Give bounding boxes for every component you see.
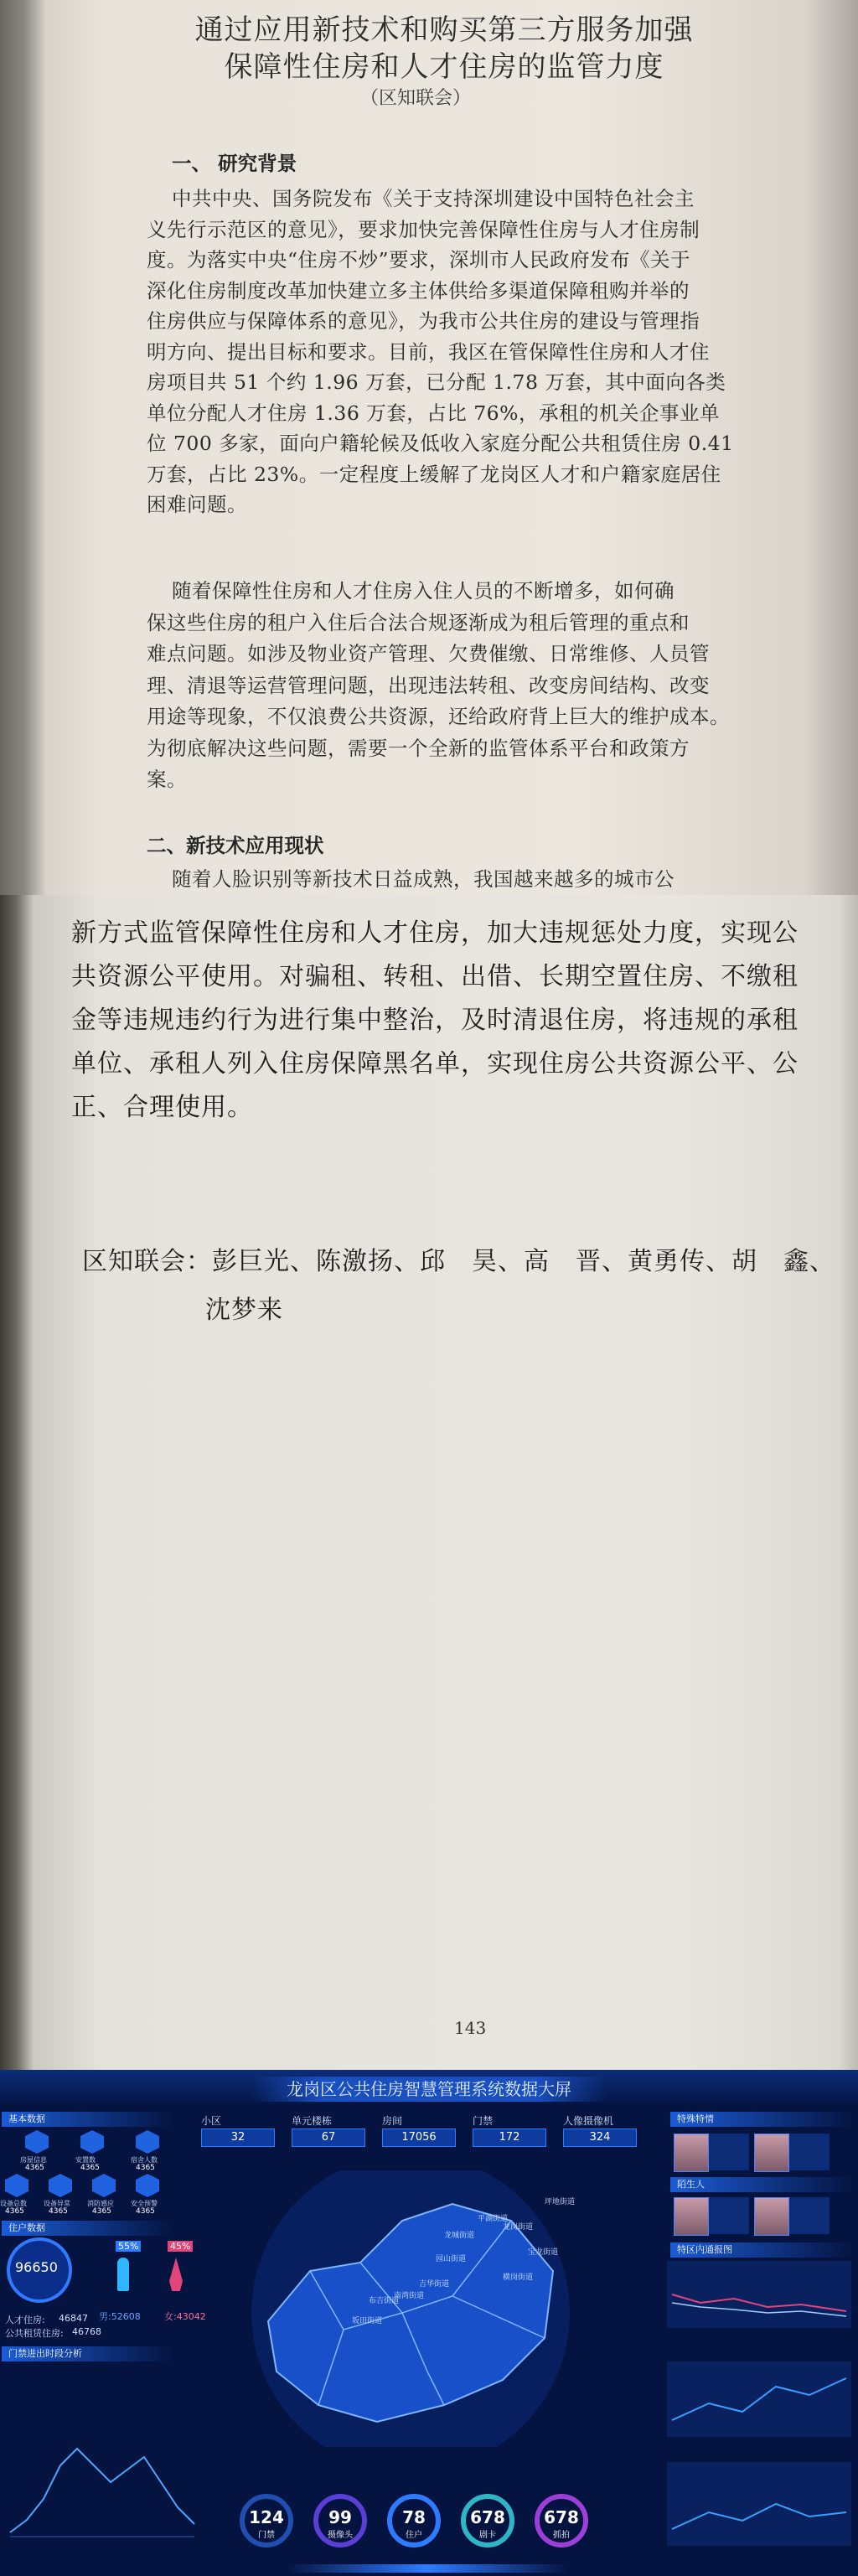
public-housing-value: 46768 — [72, 2326, 101, 2337]
paragraph-1-line: 度。为落实中央“住房不炒”要求，深圳市人民政府发布《关于 — [147, 248, 691, 272]
paragraph-1-line: 住房供应与保障体系的意见》，为我市公共住房的建设与管理指 — [147, 309, 700, 333]
talent-housing-label: 人才住房: — [5, 2315, 45, 2325]
basic-data-label: 设备异常 — [44, 2200, 70, 2207]
paragraph-2-line: 为彻底解决这些问题，需要一个全新的监管体系平台和政策方 — [147, 736, 690, 760]
members-line-1: 区知联会：彭巨光、陈激扬、邱 昊、高 晋、黄勇传、胡 鑫、 — [82, 1247, 835, 1276]
metric-label: 抓拍 — [553, 2531, 570, 2540]
paragraph-1-line: 明方向、提出目标和要求。目前，我区在管保障性住房和人才住 — [147, 339, 710, 364]
metric-ring — [240, 2494, 293, 2548]
male-percent: 55% — [116, 2241, 141, 2252]
male-icon — [117, 2258, 129, 2291]
panel-special-cases: 特殊特情 — [670, 2112, 856, 2127]
building-icon — [92, 2174, 116, 2197]
paragraph-1-line: 深化住房制度改革加快建立多主体供给多渠道保障租购并举的 — [147, 278, 690, 303]
paragraph-2-line: 理、清退等运营管理问题，出现违法转租、改变房间结构、改变 — [147, 673, 710, 697]
doc-title-line1: 通过应用新技术和购买第三方服务加强 — [194, 13, 694, 47]
document-page-1 — [0, 0, 858, 895]
building-icon — [49, 2174, 72, 2197]
paragraph-1-line: 位 700 多家，面向户籍轮候及低收入家庭分配公共租赁住房 0.41 — [147, 432, 734, 455]
right-charts — [667, 2261, 851, 2563]
metric-ring — [387, 2494, 441, 2548]
face-info-card — [709, 2134, 749, 2170]
panel-strangers: 陌生人 — [670, 2177, 856, 2192]
map-district-label: 坂田街道 — [352, 2317, 383, 2325]
paragraph-1-line: 房项目共 51 个约 1.96 万套，已分配 1.78 万套，其中面向各类 — [147, 370, 726, 394]
face-info-card — [789, 2134, 830, 2170]
paragraph-continued-line: 金等违规违约行为进行集中整治，及时清退住房，将违规的承租 — [71, 1006, 799, 1035]
paragraph-1-line: 义先行示范区的意见》，要求加快完善保障性住房与人才住房制 — [147, 217, 700, 241]
map-district-label: 园山街道 — [436, 2255, 467, 2263]
building-icon — [5, 2174, 28, 2197]
map-district-label: 横岗街道 — [503, 2273, 534, 2282]
panel-access-analysis: 门禁进出时段分析 — [2, 2346, 176, 2361]
map-district-label: 平湖街道 — [478, 2215, 509, 2223]
basic-data-value: 4365 — [92, 2207, 111, 2216]
doc-author: （区知联会） — [360, 88, 472, 109]
metric-value: 99 — [328, 2507, 352, 2527]
basic-data-label: 消防感应 — [87, 2200, 114, 2207]
face-thumbnail — [754, 2134, 789, 2172]
stat-label: 房间 — [382, 2115, 403, 2127]
panel-district-report: 特区内通报图 — [670, 2242, 856, 2258]
metric-label: 剧卡 — [479, 2531, 496, 2540]
map-district-label: 坪地街道 — [545, 2198, 576, 2206]
paragraph-2-line: 用途等现象，不仅浪费公共资源，还给政府背上巨大的维护成本。 — [147, 705, 730, 728]
paragraph-1-line: 万套，占比 23%。一定程度上缓解了龙岗区人才和户籍家庭居住 — [147, 462, 721, 486]
stat-value: 17056 — [382, 2129, 456, 2147]
panel-basic-data: 基本数据 — [2, 2112, 176, 2127]
stat-label: 人像摄像机 — [563, 2115, 614, 2127]
basic-data-label: 宿舍人数 — [131, 2156, 158, 2164]
metric-value: 124 — [249, 2507, 284, 2527]
basic-data-label: 安置数 — [75, 2156, 96, 2164]
face-info-card — [709, 2197, 749, 2234]
access-time-chart — [2, 2365, 199, 2549]
paragraph-2-line: 保这些住房的租户入住后合法合规逐渐成为租后管理的重点和 — [147, 610, 690, 634]
district-map — [235, 2170, 587, 2447]
building-icon — [136, 2174, 159, 2197]
basic-data-label: 房屋信息 — [20, 2156, 47, 2164]
basic-data-value: 4365 — [80, 2164, 100, 2172]
talent-housing-value: 46847 — [59, 2313, 88, 2324]
building-icon — [136, 2130, 159, 2154]
female-count: 女:43042 — [164, 2311, 206, 2322]
stat-value: 67 — [292, 2129, 365, 2147]
metric-ring — [461, 2494, 514, 2548]
basic-data-value: 4365 — [136, 2207, 155, 2216]
metric-label: 住户 — [406, 2531, 422, 2540]
dashboard-title: 龙岗区公共住房智慧管理系统数据大屏 — [251, 2077, 607, 2102]
paragraph-3-line: 随着人脸识别等新技术日益成熟，我国越来越多的城市公 — [172, 867, 675, 891]
map-district-label: 布吉街道 — [369, 2297, 400, 2305]
face-thumbnail — [674, 2134, 709, 2172]
resident-count: 96650 — [15, 2259, 58, 2275]
basic-data-value: 4365 — [136, 2164, 155, 2172]
metric-value: 678 — [544, 2507, 579, 2527]
basic-data-value: 4365 — [49, 2207, 68, 2216]
stat-label: 单元楼栋 — [292, 2115, 333, 2127]
dashboard-screen — [0, 2070, 858, 2576]
paragraph-continued-line: 单位、承租人列入住房保障黑名单，实现住房公共资源公平、公 — [71, 1049, 799, 1079]
basic-data-label: 设备总数 — [0, 2200, 27, 2207]
female-icon — [169, 2258, 183, 2291]
female-percent: 45% — [168, 2241, 193, 2252]
page-number: 143 — [454, 2018, 487, 2038]
face-thumbnail — [674, 2197, 709, 2236]
map-district-label: 龙城街道 — [444, 2232, 475, 2240]
map-district-label: 南湾街道 — [394, 2292, 425, 2300]
paragraph-1-line: 困难问题。 — [147, 493, 247, 516]
metric-value: 78 — [402, 2507, 426, 2527]
basic-data-value: 4365 — [25, 2164, 44, 2172]
paragraph-continued-line: 新方式监管保障性住房和人才住房，加大违规惩处力度，实现公 — [71, 918, 799, 948]
stat-value: 324 — [563, 2129, 637, 2147]
map-district-label: 宝龙街道 — [528, 2248, 559, 2257]
bottom-glow — [285, 2564, 570, 2573]
male-count: 男:52608 — [99, 2311, 141, 2322]
paragraph-continued-line: 共资源公平使用。对骗租、转租、出借、长期空置住房、不缴租 — [71, 962, 799, 991]
paragraph-1-line: 中共中央、国务院发布《关于支持深圳建设中国特色社会主 — [172, 187, 695, 210]
building-icon — [25, 2130, 49, 2154]
face-thumbnail — [754, 2197, 789, 2236]
members-line-2: 沈梦来 — [205, 1296, 283, 1325]
stat-value: 172 — [473, 2129, 546, 2147]
map-district-label: 吉华街道 — [419, 2280, 450, 2289]
face-info-card — [789, 2197, 830, 2234]
map-district-label: 龙岗街道 — [503, 2223, 534, 2232]
metric-label: 摄像头 — [328, 2531, 353, 2540]
paragraph-continued-line: 正、合理使用。 — [71, 1093, 253, 1122]
basic-data-value: 4365 — [5, 2207, 24, 2216]
paragraph-2-line: 案。 — [147, 768, 187, 791]
document-page-2 — [0, 895, 858, 2070]
metric-ring — [535, 2494, 588, 2548]
doc-title-line2: 保障性住房和人才住房的监管力度 — [224, 50, 664, 84]
building-icon — [80, 2130, 104, 2154]
public-housing-label: 公共租赁住房: — [5, 2328, 64, 2339]
paragraph-1-line: 单位分配人才住房 1.36 万套，占比 76%，承租的机关企事业单 — [147, 401, 720, 425]
stat-value: 32 — [201, 2129, 275, 2147]
metric-label: 门禁 — [258, 2531, 275, 2540]
panel-resident-data: 住户数据 — [2, 2221, 176, 2236]
stat-label: 门禁 — [473, 2115, 494, 2127]
stat-label: 小区 — [201, 2115, 222, 2127]
paragraph-2-line: 难点问题。如涉及物业资产管理、欠费催缴、日常维修、人员管 — [147, 642, 710, 665]
section1-heading: 一、 研究背景 — [172, 152, 297, 175]
section2-heading: 二、新技术应用现状 — [147, 834, 324, 857]
basic-data-label: 安全预警 — [131, 2200, 158, 2207]
paragraph-2-line: 随着保障性住房和人才住房入住人员的不断增多，如何确 — [172, 579, 675, 603]
metric-value: 678 — [470, 2507, 505, 2527]
metric-ring — [313, 2494, 367, 2548]
